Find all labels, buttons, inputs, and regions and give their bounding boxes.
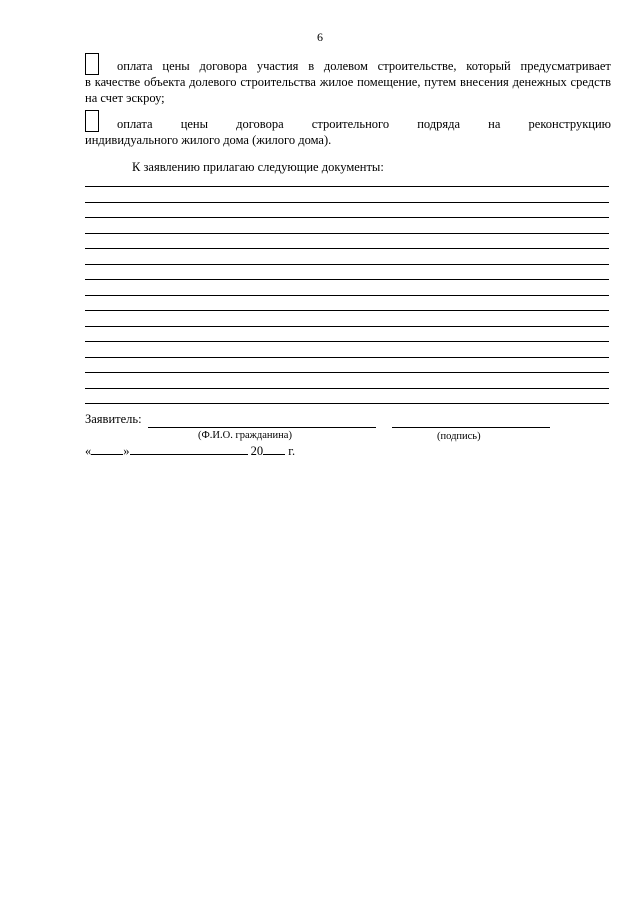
blank-line[interactable] [85,264,609,265]
blank-line[interactable] [85,295,609,296]
word: договора [199,59,248,73]
signature-caption: (подпись) [437,431,481,442]
blank-line[interactable] [85,217,609,218]
year-prefix: 20 [250,444,264,458]
blank-line[interactable] [85,310,609,311]
blank-line[interactable] [85,372,609,373]
checkbox-reconstruction[interactable] [85,110,99,132]
blank-line[interactable] [85,279,609,280]
blank-line[interactable] [85,186,609,187]
word: участия [256,59,299,73]
signature-field-line[interactable] [392,427,550,428]
word: оплата [117,117,153,131]
word: реконструкцию [528,117,611,131]
payment-option-reconstruction [85,116,611,148]
date-row [85,442,295,459]
year-field[interactable] [263,442,285,455]
date-open-quote: « [85,444,92,458]
blank-line[interactable] [85,248,609,249]
word: цены [162,59,190,73]
fio-field-line[interactable] [148,427,376,428]
month-field[interactable] [130,442,248,455]
year-suffix: г. [288,444,296,458]
attachments-heading: К заявлению прилагаю следующие документы: [132,160,384,174]
word: предусматривает [520,59,611,73]
option-first-line [85,116,611,132]
payment-option-escrow [85,58,611,106]
word: цены [180,117,209,131]
word: который [466,59,511,73]
word: строительстве, [377,59,457,73]
date-close-quote: » [123,444,130,458]
applicant-label: Заявитель: [85,412,142,426]
page-number: 6 [317,30,323,44]
word: строительного [311,117,390,131]
blank-line[interactable] [85,388,609,389]
checkbox-escrow[interactable] [85,53,99,75]
blank-line[interactable] [85,341,609,342]
blank-line[interactable] [85,202,609,203]
word: на [488,117,501,131]
blank-line[interactable] [85,403,609,404]
blank-line[interactable] [85,233,609,234]
option-first-line [85,58,611,74]
option-text-rest: в качестве объекта долевого строительства жилое помещение, путем внесения денежных средств на счет эскроу; [85,75,611,105]
attachments-blank-lines[interactable] [85,171,609,404]
blank-line[interactable] [85,357,609,358]
word: в [308,59,315,73]
word: договора [236,117,284,131]
blank-line[interactable] [85,326,609,327]
word: долевом [323,59,368,73]
option-text-rest: индивидуального жилого дома (жилого дома). [85,133,332,147]
word: оплата [117,59,153,73]
fio-caption: (Ф.И.О. гражданина) [198,430,292,441]
day-field[interactable] [91,442,123,455]
word: подряда [417,117,461,131]
